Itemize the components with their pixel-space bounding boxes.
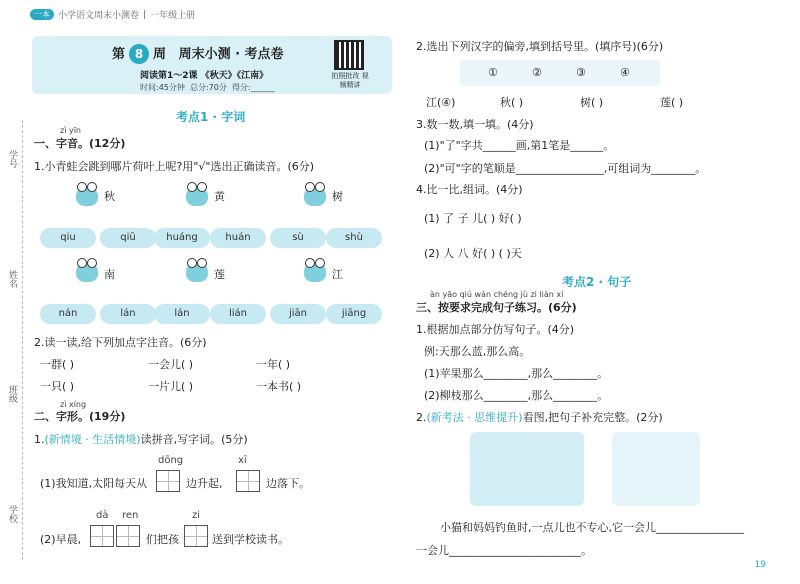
radical-answer[interactable]: 江(④) [426,96,456,109]
radical-option: ④ [620,66,630,79]
q2-3-b[interactable]: (2)"可"字的笔顺是________________,可组词为________。 [424,162,707,175]
sentence-2a: (2)早晨, [40,533,82,546]
lily-pad-option[interactable]: huán [210,228,266,248]
kp2-heading: 考点2 · 句子 [562,275,632,289]
q2-3-a[interactable]: (1)"了"字共______画,第1笔是______。 [424,139,615,152]
q1-title: 一、字音。(12分) [34,137,126,150]
frog-icon [304,186,326,206]
sentence-1b: 边升起, [186,477,223,490]
phonetic-item[interactable]: 一只( ) [40,380,75,393]
q2-4-a[interactable]: (1) 了 子 儿( ) 好( ) [424,212,522,225]
header-bar: 一本 小学语文周末小测卷 | 一年级上册 [30,8,195,21]
grade-label: 一年级上册 [150,11,196,21]
q3-example: 例:天那么蓝,那么高。 [424,345,531,358]
binding-line [22,120,23,560]
kp1-heading: 考点1 · 字词 [176,110,246,124]
radical-answer[interactable]: 莲( ) [660,96,684,109]
q3-1-text: 1.根据加点部分仿写句子。(4分) [416,323,575,336]
char-qiu: 秋 [104,190,115,203]
lily-pad-option[interactable]: sù [270,228,326,248]
radical-answer[interactable]: 秋( ) [500,96,524,109]
q2-pinyin: zì xíng [60,400,87,409]
fishing-cats-illustration [470,432,584,506]
lily-pad-option[interactable]: qiū [100,228,156,248]
phonetic-item[interactable]: 一本书( ) [256,380,302,393]
series-title: 小学语文周末小测卷 [58,11,140,21]
char-lian: 莲 [214,268,225,281]
frog-icon [186,262,208,282]
radical-option: ① [488,66,498,79]
pinyin-dong: dōng [158,455,184,466]
writing-box[interactable] [236,470,260,492]
q2-title: 二、字形。(19分) [34,410,126,423]
sentence-1a: (1)我知道,太阳每天从 [40,477,148,490]
char-nan: 南 [104,268,115,281]
lily-pad-option[interactable]: lán [100,304,156,324]
phonetic-item[interactable]: 一年( ) [256,358,291,371]
q3-title: 三、按要求完成句子练习。(6分) [416,301,577,314]
story-line-2[interactable]: 一会儿________________________。 [416,544,592,557]
writing-box[interactable] [90,525,114,547]
side-label-name: 姓名 [7,270,17,288]
q2-3-text: 3.数一数,填一填。(4分) [416,118,534,131]
char-jiang: 江 [332,268,343,281]
q2-1-text: 1.(新情境 · 生活情境)读拼音,写字词。(5分) [34,433,248,446]
frog-icon [304,262,326,282]
story-line-1[interactable]: 小猫和妈妈钓鱼时,一点儿也不专心,它一会儿________________ [440,521,744,534]
q1-2-text: 2.读一读,给下列加点字注音。(6分) [34,336,207,349]
lesson-range: 阅读第1～2课 《秋天》《江南》 [140,71,269,81]
side-label-id: 学号 [7,150,17,168]
q2-4-text: 4.比一比,组词。(4分) [416,183,523,196]
sentence-2b: 们把孩 [146,533,179,546]
pinyin-da: dà [96,510,109,521]
lily-pad-option[interactable]: jiān [270,304,326,324]
lily-pad-option[interactable]: jiāng [326,304,382,324]
char-shu: 树 [332,190,343,203]
phonetic-item[interactable]: 一群( ) [40,358,75,371]
char-huang: 黄 [214,190,225,203]
brand-logo: 一本 [30,9,54,20]
pinyin-ren: ren [122,510,139,521]
radical-option: ② [532,66,542,79]
pinyin-xi: xī [238,455,247,466]
side-label-school: 学校 [7,505,17,523]
lily-pad-option[interactable]: nán [40,304,96,324]
lily-pad-option[interactable]: qiu [40,228,96,248]
kitten-butterfly-illustration [612,432,700,506]
phonetic-item[interactable]: 一片儿( ) [148,380,194,393]
sentence-2c: 送到学校读书。 [212,533,289,546]
q1-pinyin: zì yīn [60,126,81,135]
sentence-1c: 边落下。 [266,477,310,490]
frog-icon [186,186,208,206]
quiz-info: 时间:45分钟 总分:70分 得分:______ [140,83,275,92]
q2-2-text: 2.选出下列汉字的偏旁,填到括号里。(填序号)(6分) [416,40,664,53]
quiz-title: 第 8 周 周末小测 · 考点卷 [112,43,284,64]
frog-icon [76,262,98,282]
writing-box[interactable] [184,525,208,547]
side-label-class: 班级 [7,385,17,403]
pinyin-zi: zi [192,510,201,521]
week-badge: 8 [129,44,149,64]
q2-4-b[interactable]: (2) 人 八 好( ) ( )天 [424,247,522,260]
writing-box[interactable] [116,525,140,547]
q3-2-text: 2.(新考法 · 思维提升)看图,把句子补充完整。(2分) [416,411,663,424]
qr-code[interactable] [334,40,364,70]
lily-pad-option[interactable]: lián [210,304,266,324]
writing-box[interactable] [156,470,180,492]
q3-pinyin: àn yāo qiú wán chéng jù zi liàn xí [430,290,564,299]
frog-icon [76,186,98,206]
phonetic-item[interactable]: 一会儿( ) [148,358,194,371]
qr-caption: 拍照批改 视频精讲 [331,72,369,89]
lily-pad-option[interactable]: huáng [154,228,210,248]
radical-option: ③ [576,66,586,79]
lily-pad-option[interactable]: shù [326,228,382,248]
q1-1-text: 1.小青蛙会跳到哪片荷叶上呢?用"√"选出正确读音。(6分) [34,160,315,173]
lily-pad-option[interactable]: lán [154,304,210,324]
q3-1-b[interactable]: (2)柳枝那么________,那么________。 [424,389,609,402]
q3-1-a[interactable]: (1)苹果那么________,那么________。 [424,367,609,380]
radical-answer[interactable]: 树( ) [580,96,604,109]
page-number: 19 [754,560,766,570]
